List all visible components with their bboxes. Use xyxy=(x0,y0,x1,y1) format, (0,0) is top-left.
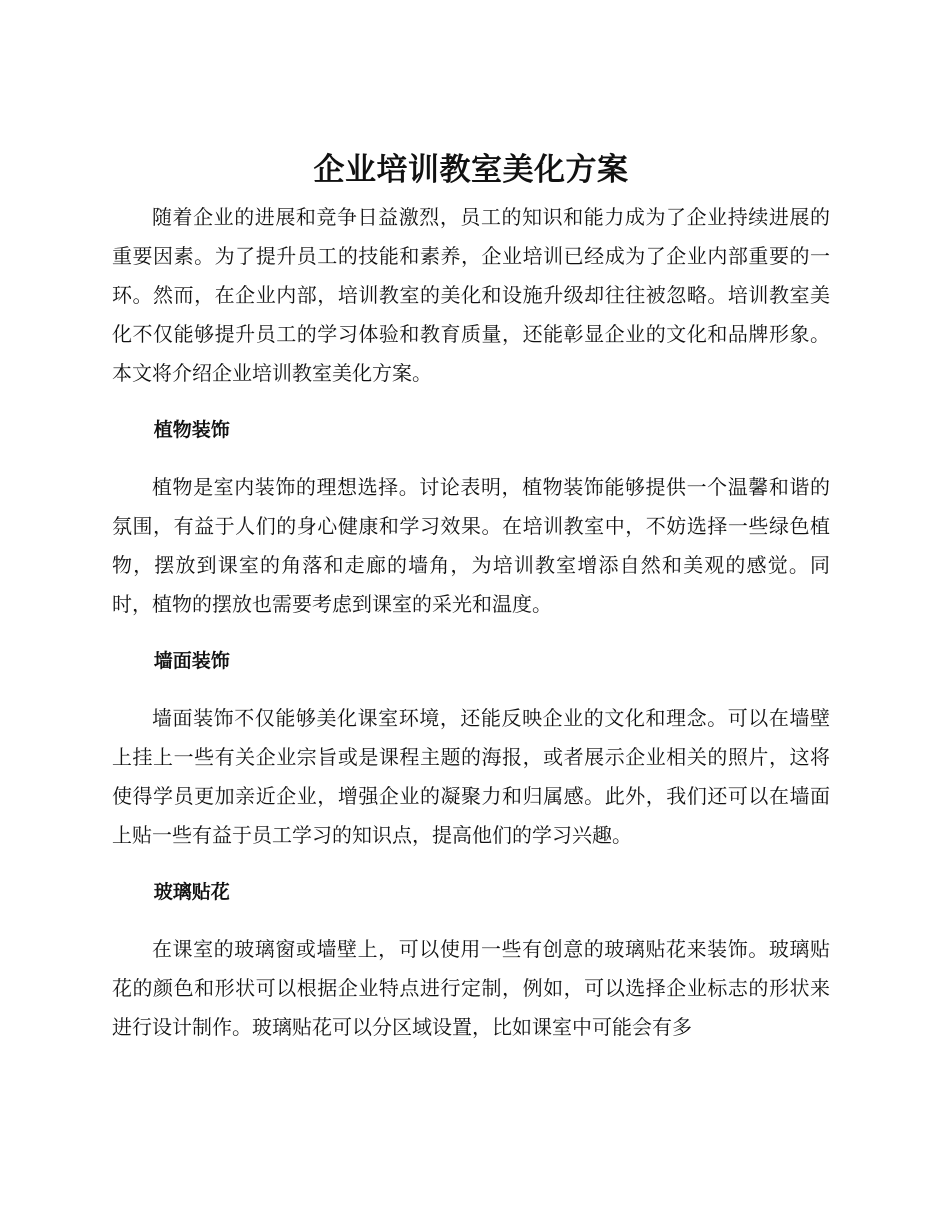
document-page xyxy=(112,150,830,1047)
intro-paragraph: 随着企业的进展和竞争日益激烈，员工的知识和能力成为了企业持续进展的重要因素。为了提升员工的技能和素养，企业培训已经成为了企业内部重要的一环。然而，在企业内部，培训教室的美化和设施升级却往往被忽略。培训教室美化不仅能够提升员工的学习体验和教育质量，还能彰显企业的文化和品牌形象。本文将介绍企业培训教室美化方案。 xyxy=(112,205,830,386)
section-heading-plants: 植物装饰 xyxy=(153,419,230,442)
section-body-glass-decals: 在课室的玻璃窗或墙壁上，可以使用一些有创意的玻璃贴花来装饰。玻璃贴花的颜色和形状可以根据企业特点进行定制，例如，可以选择企业标志的形状来进行设计制作。玻璃贴花可以分区域设置，比如课室中可能会有多 xyxy=(112,937,830,1040)
document-title: 企业培训教室美化方案 xyxy=(313,152,629,188)
section-body-plants: 植物是室内装饰的理想选择。讨论表明，植物装饰能够提供一个温馨和谐的氛围，有益于人们的身心健康和学习效果。在培训教室中，不妨选择一些绿色植物，摆放到课室的角落和走廊的墙角，为培训教室增添自然和美观的感觉。同时，植物的摆放也需要考虑到课室的采光和温度。 xyxy=(112,475,830,617)
section-heading-walls: 墙面装饰 xyxy=(153,650,230,673)
section-heading-glass-decals: 玻璃贴花 xyxy=(153,881,230,904)
section-body-walls: 墙面装饰不仅能够美化课室环境，还能反映企业的文化和理念。可以在墙壁上挂上一些有关企业宗旨或是课程主题的海报，或者展示企业相关的照片，这将使得学员更加亲近企业，增强企业的凝聚力和归属感。此外，我们还可以在墙面上贴一些有益于员工学习的知识点，提高他们的学习兴趣。 xyxy=(112,706,830,848)
